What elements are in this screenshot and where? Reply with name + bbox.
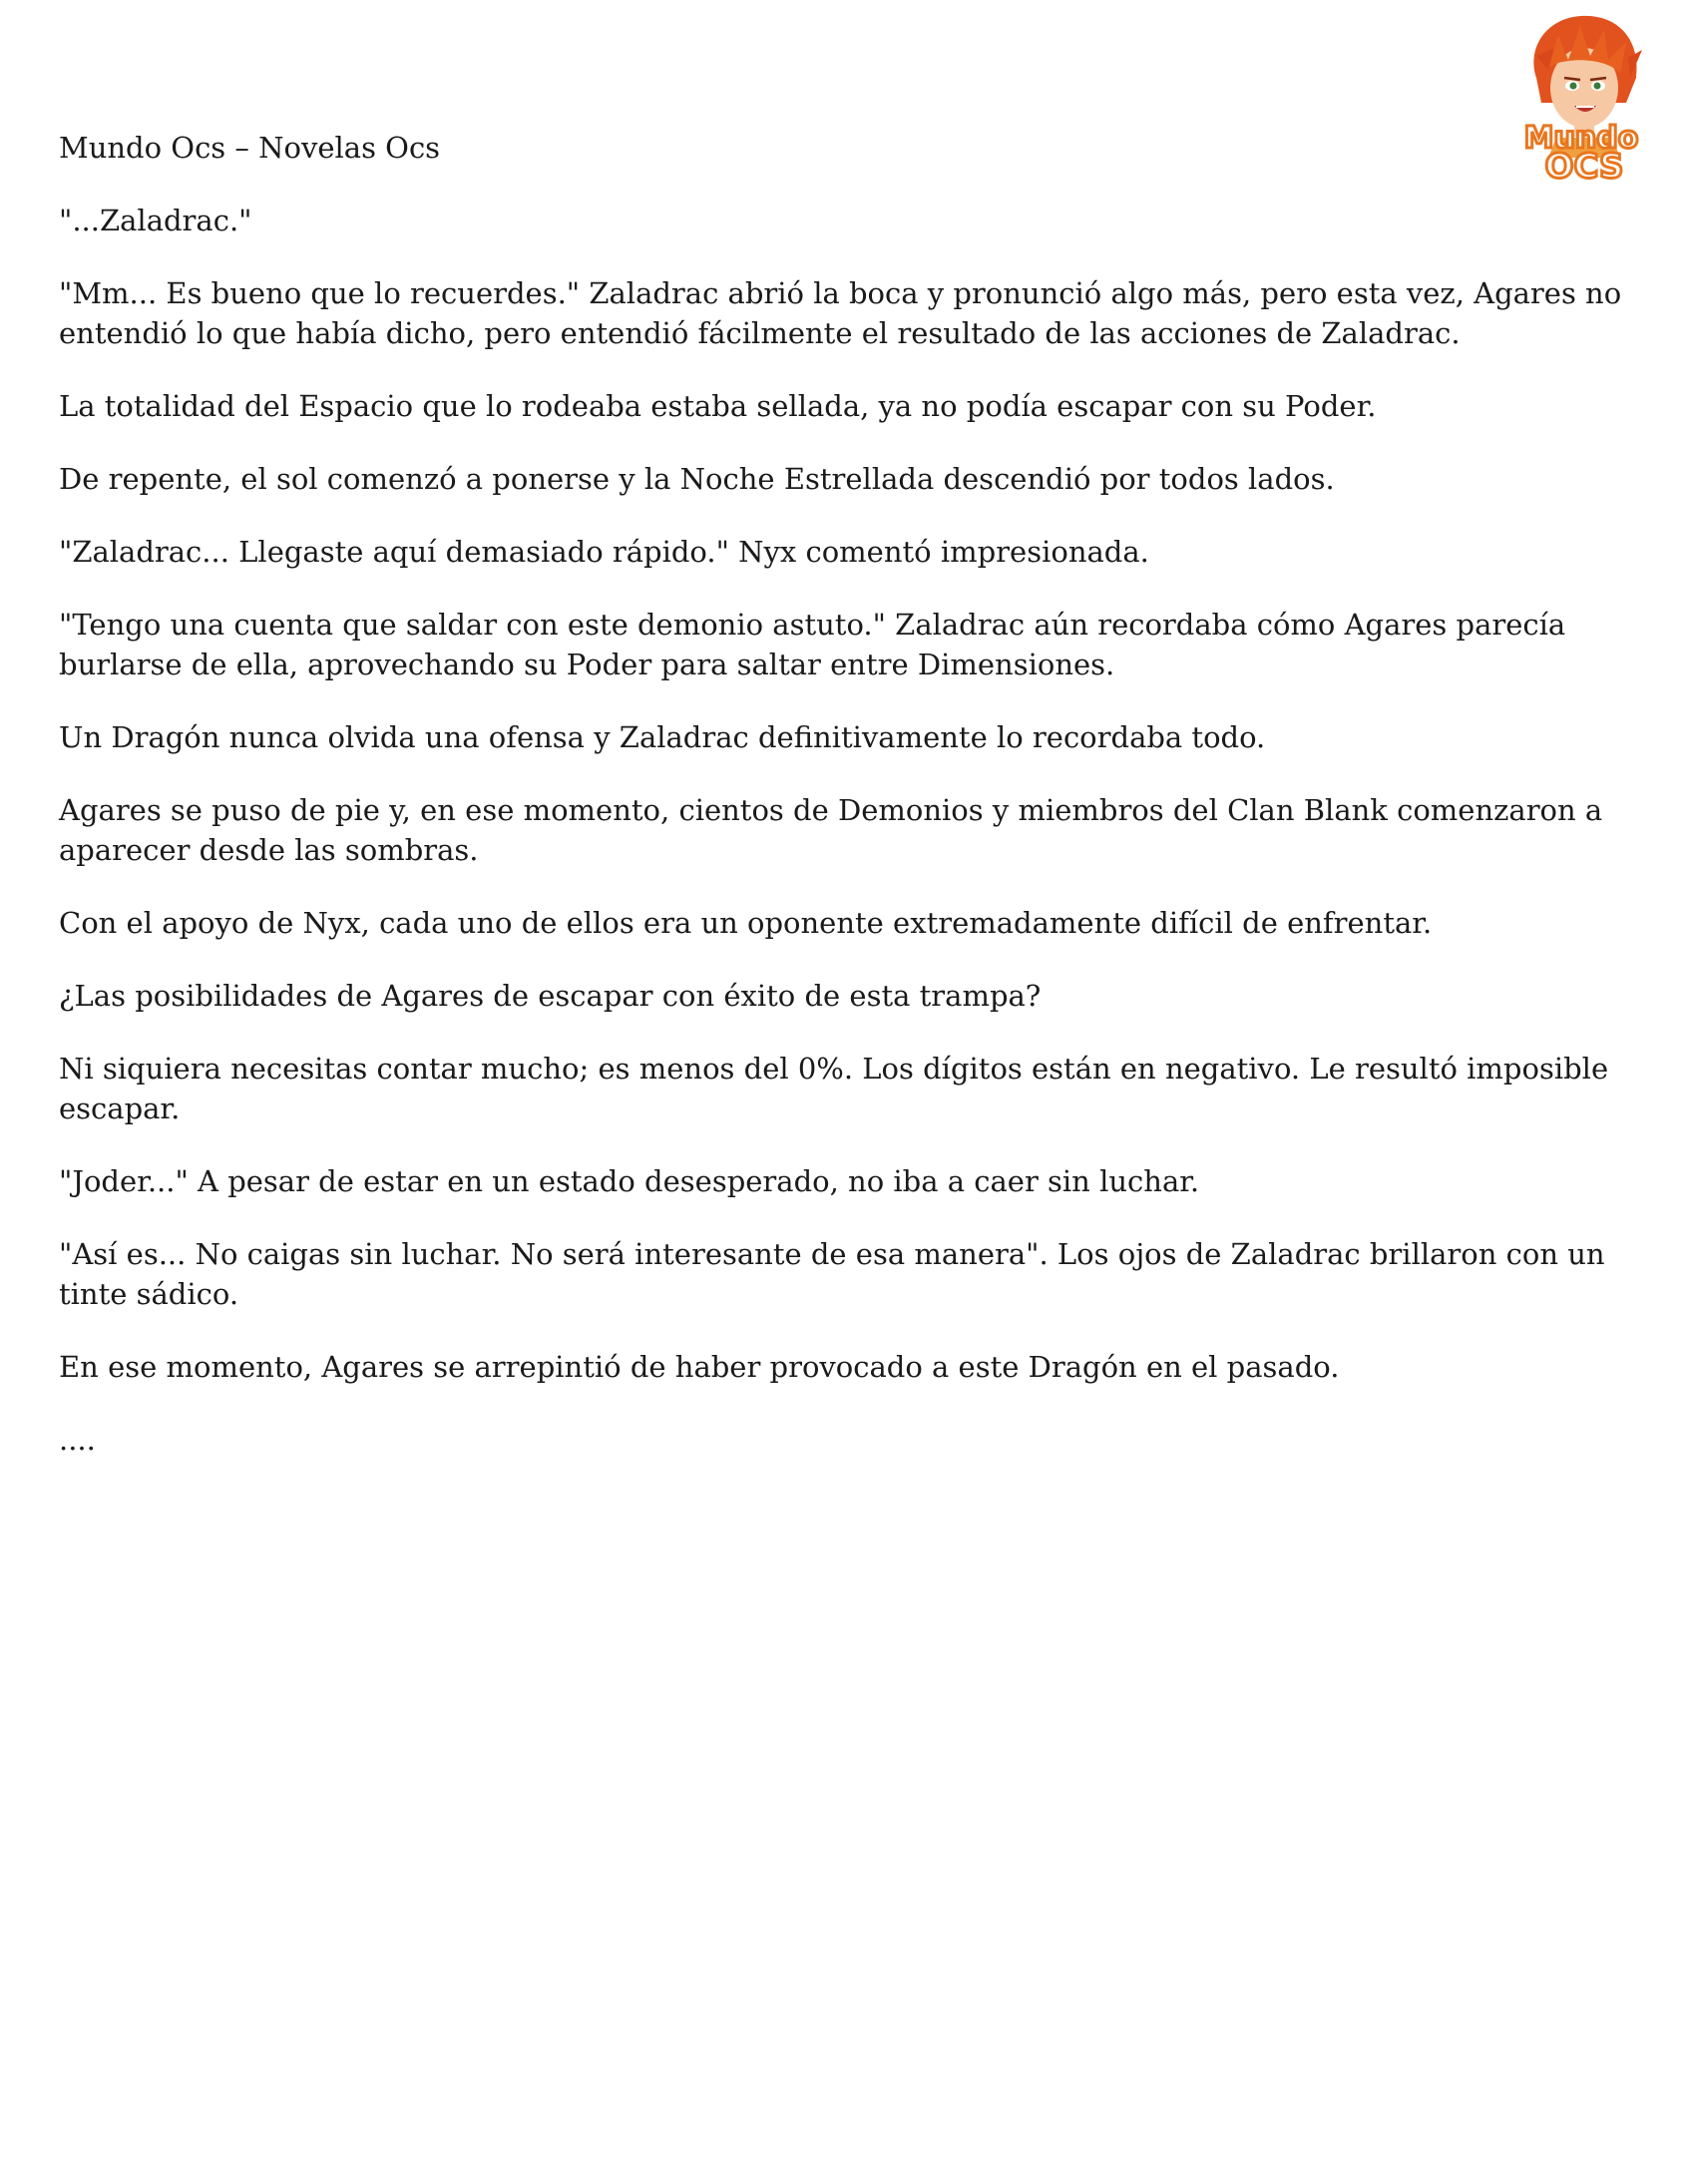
paragraph: "Así es... No caigas sin luchar. No será interesante de esa manera". Los ojos de Zaladrac brillaron con un tinte sádico. xyxy=(59,1237,1605,1311)
logo-text-line2: OCS xyxy=(1544,147,1624,183)
logo-text-line1: Mundo xyxy=(1523,121,1639,156)
paragraph: "...Zaladrac." xyxy=(59,204,252,237)
paragraph: En ese momento, Agares se arrepintió de haber provocado a este Dragón en el pasado. xyxy=(59,1350,1340,1384)
paragraph: La totalidad del Espacio que lo rodeaba estaba sellada, ya no podía escapar con su Poder. xyxy=(59,389,1377,423)
paragraph: Agares se puso de pie y, en ese momento, cientos de Demonios y miembros del Clan Blank comenzaron a aparecer desde las sombras. xyxy=(59,793,1603,867)
paragraph: .... xyxy=(59,1423,96,1457)
paragraph: Con el apoyo de Nyx, cada uno de ellos era un oponente extremadamente difícil de enfrentar. xyxy=(59,906,1433,940)
paragraph: "Tengo una cuenta que saldar con este demonio astuto." Zaladrac aún recordaba cómo Agares parecía burlarse de ella, aprovechando su Poder para saltar entre Dimensiones. xyxy=(59,608,1566,681)
paragraph: "Mm... Es bueno que lo recuerdes." Zaladrac abrió la boca y pronunció algo más, pero esta vez, Agares no entendió lo que había dicho, pero entendió fácilmente el resultado de las acciones de Zaladrac. xyxy=(59,276,1622,350)
paragraph: ¿Las posibilidades de Agares de escapar con éxito de esta trampa? xyxy=(59,979,1042,1013)
paragraph: "Joder..." A pesar de estar en un estado desesperado, no iba a caer sin luchar. xyxy=(59,1164,1200,1198)
mundo-ocs-logo xyxy=(1496,8,1666,183)
document-body xyxy=(59,201,1635,1493)
paragraph: Un Dragón nunca olvida una ofensa y Zaladrac definitivamente lo recordaba todo. xyxy=(59,720,1266,754)
paragraph: De repente, el sol comenzó a ponerse y la Noche Estrellada descendió por todos lados. xyxy=(59,462,1335,496)
document-header: Mundo Ocs – Novelas Ocs xyxy=(59,131,441,165)
paragraph: Ni siquiera necesitas contar mucho; es menos del 0%. Los dígitos están en negativo. Le resultó imposible escapar. xyxy=(59,1052,1609,1125)
mascot-icon xyxy=(1496,8,1666,183)
paragraph: "Zaladrac... Llegaste aquí demasiado rápido." Nyx comentó impresionada. xyxy=(59,535,1149,569)
